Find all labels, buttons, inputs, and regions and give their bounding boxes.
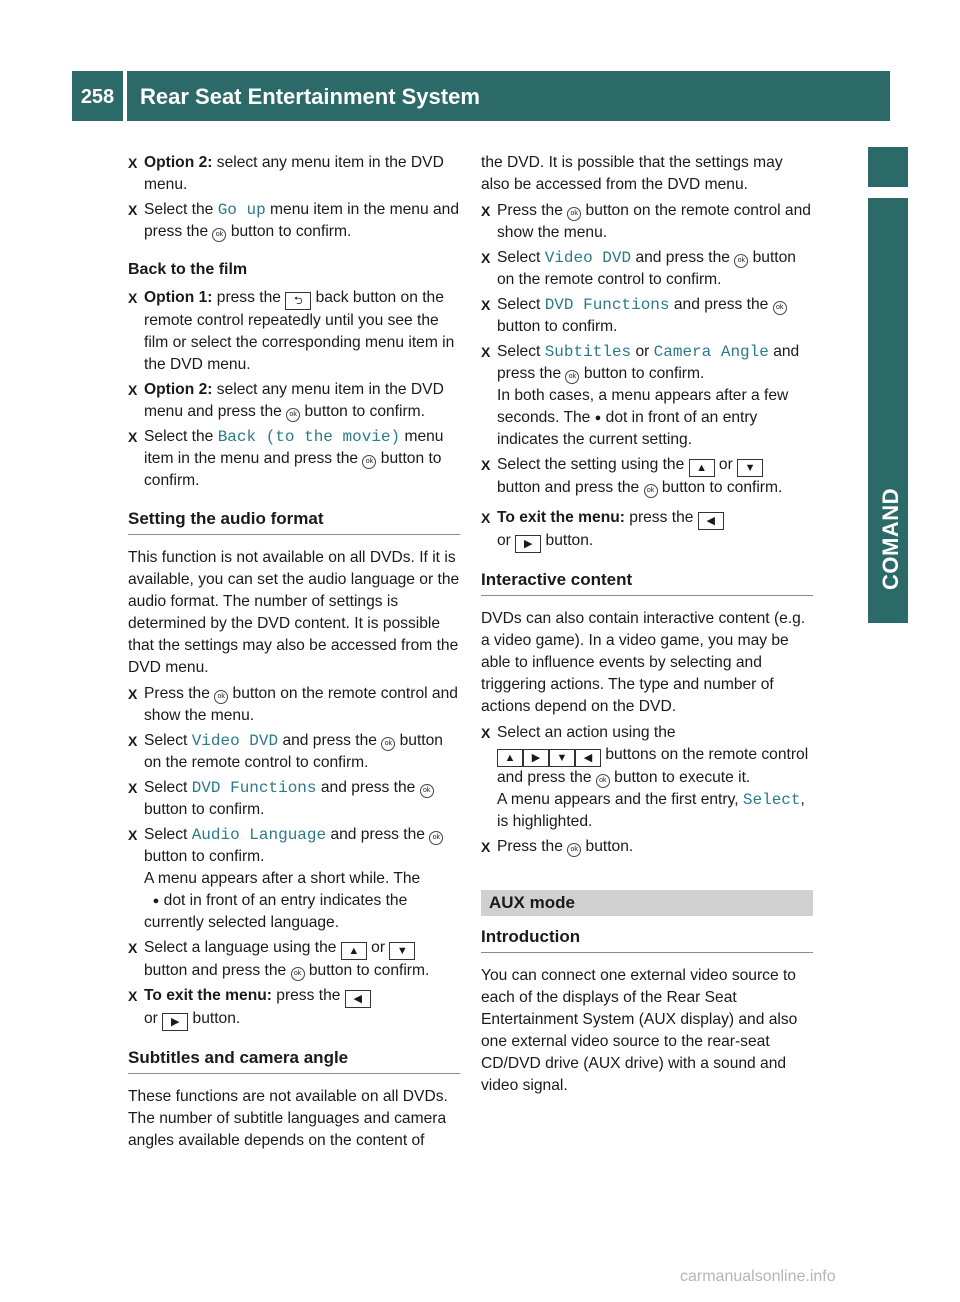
aux-mode-banner: AUX mode bbox=[481, 890, 813, 916]
menu-item-audio-language: Audio Language bbox=[191, 826, 327, 844]
dot-icon: ● bbox=[152, 895, 160, 907]
up-button-icon: ▲ bbox=[689, 459, 715, 477]
step-marker-icon: X bbox=[481, 457, 491, 473]
step-select-setting: X Select the setting using the ▲ or ▼ button and press the ok button to confirm. bbox=[481, 456, 783, 496]
heading-audio-format: Setting the audio format bbox=[128, 508, 460, 535]
menu-item-back: Back (to the movie) bbox=[217, 428, 401, 446]
left-button-icon: ◀ bbox=[698, 512, 724, 530]
step-select-video-dvd-right: X Select Video DVD and press the ok button on the remote control to confirm. bbox=[481, 249, 796, 288]
heading-subtitles: Subtitles and camera angle bbox=[128, 1047, 460, 1074]
down-button-icon: ▼ bbox=[389, 942, 415, 960]
ok-button-icon: ok bbox=[734, 254, 748, 268]
subheading-back-to-film: Back to the film bbox=[128, 261, 248, 278]
header-divider bbox=[123, 71, 127, 121]
step-marker-icon: X bbox=[128, 780, 138, 796]
heading-interactive: Interactive content bbox=[481, 569, 813, 596]
up-button-icon: ▲ bbox=[341, 942, 367, 960]
step-select-action: X Select an action using the ▲ ▶ ▼ ◀ buttons on the remote control and press the ok button to execute it. A menu appears and the first entry, Select, is highlighted. bbox=[481, 724, 809, 830]
page-title: Rear Seat Entertainment System bbox=[140, 84, 480, 109]
step-marker-icon: X bbox=[481, 250, 491, 266]
ok-button-icon: ok bbox=[214, 690, 228, 704]
step-exit-menu: X To exit the menu: press the ◀ or ▶ button. bbox=[128, 985, 460, 1031]
ok-button-icon: ok bbox=[567, 843, 581, 857]
dot-icon: ● bbox=[594, 412, 602, 424]
right-button-icon: ▶ bbox=[162, 1013, 188, 1031]
step-marker-icon: X bbox=[128, 202, 138, 218]
right-column bbox=[481, 152, 813, 1097]
step-marker-icon: X bbox=[128, 827, 138, 843]
step-marker-icon: X bbox=[481, 344, 491, 360]
menu-item-camera-angle: Camera Angle bbox=[653, 343, 769, 361]
left-button-icon: ◀ bbox=[575, 749, 601, 767]
right-button-icon: ▶ bbox=[515, 535, 541, 553]
page-number: 258 bbox=[80, 86, 115, 108]
ok-button-icon: ok bbox=[773, 301, 787, 315]
side-tab-marker bbox=[868, 147, 908, 187]
step-marker-icon: X bbox=[128, 940, 138, 956]
step-marker-icon: X bbox=[128, 988, 138, 1004]
step-select-subtitles: X Select Subtitles or Camera Angle and press the ok button to confirm. In both cases, a menu appears after a few seconds. The ● dot in front of an entry indicates the current setting. bbox=[481, 343, 800, 448]
step-back-option1: X Option 1: press the ⮌ back button on the remote control repeatedly until you see the film or select the corresponding menu item in the DVD menu. bbox=[128, 289, 455, 373]
ok-button-icon: ok bbox=[596, 774, 610, 788]
menu-item-video-dvd: Video DVD bbox=[544, 249, 632, 267]
interactive-intro: DVDs can also contain interactive content (e.g. a video game). In a video game, you may be able to influence events by selecting and triggering actions. The type and number of actions depend on the DVD. bbox=[481, 610, 806, 715]
step-back-option2: X Option 2: select any menu item in the DVD menu and press the ok button to confirm. bbox=[128, 381, 444, 420]
down-button-icon: ▼ bbox=[737, 459, 763, 477]
step-marker-icon: X bbox=[128, 686, 138, 702]
menu-item-video-dvd: Video DVD bbox=[191, 732, 279, 750]
step-marker-icon: X bbox=[481, 297, 491, 313]
audio-intro: This function is not available on all DVDs. If it is available, you can set the audio language or the audio format. The number of settings is determined by the DVD content. It is possible that the settings may also be accessed from the DVD menu. bbox=[128, 549, 460, 676]
ok-button-icon: ok bbox=[420, 784, 434, 798]
menu-item-go-up: Go up bbox=[217, 201, 266, 219]
step-select-audio-language: X Select Audio Language and press the ok button to confirm. A menu appears after a short while. The ● dot in front of an entry indicates the currently selected language. bbox=[128, 824, 460, 934]
ok-button-icon: ok bbox=[381, 737, 395, 751]
ok-button-icon: ok bbox=[565, 370, 579, 384]
menu-item-dvd-functions: DVD Functions bbox=[544, 296, 670, 314]
page-header bbox=[72, 71, 890, 121]
step-marker-icon: X bbox=[481, 203, 491, 219]
step-press-ok-right: X Press the ok button on the remote control and show the menu. bbox=[481, 202, 811, 241]
heading-introduction: Introduction bbox=[481, 926, 813, 953]
menu-item-dvd-functions: DVD Functions bbox=[191, 779, 317, 797]
step-press-button: X Press the ok button. bbox=[481, 836, 813, 858]
watermark: carmanualsonline.info bbox=[680, 1268, 836, 1285]
step-select-go-up: X Select the Go up menu item in the menu and press the ok button to confirm. bbox=[128, 201, 460, 240]
step-press-ok: X Press the ok button on the remote control and show the menu. bbox=[128, 685, 458, 724]
ok-button-icon: ok bbox=[362, 455, 376, 469]
step-select-back: X Select the Back (to the movie) menu item in the menu and press the ok button to confirm. bbox=[128, 428, 444, 489]
step-marker-icon: X bbox=[128, 290, 138, 306]
step-option2: X Option 2: select any menu item in the DVD menu. bbox=[128, 154, 444, 193]
step-marker-icon: X bbox=[481, 725, 491, 741]
introduction-text: You can connect one external video source to each of the displays of the Rear Seat Entertainment System (AUX display) and also one external video source to the rear-seat CD/DVD drive (AUX drive) with a sound and video signal. bbox=[481, 967, 798, 1094]
left-button-icon: ◀ bbox=[345, 990, 371, 1008]
back-button-icon: ⮌ bbox=[285, 292, 311, 310]
step-select-dvd-functions-right: X Select DVD Functions and press the ok button to confirm. bbox=[481, 294, 813, 338]
menu-item-select: Select bbox=[742, 791, 801, 809]
step-marker-icon: X bbox=[481, 510, 491, 526]
step-select-dvd-functions: X Select DVD Functions and press the ok button to confirm. bbox=[128, 777, 460, 821]
left-column bbox=[128, 152, 460, 1152]
step-marker-icon: X bbox=[128, 429, 138, 445]
ok-button-icon: ok bbox=[567, 207, 581, 221]
step-marker-icon: X bbox=[128, 382, 138, 398]
up-button-icon: ▲ bbox=[497, 749, 523, 767]
ok-button-icon: ok bbox=[291, 967, 305, 981]
ok-button-icon: ok bbox=[212, 228, 226, 242]
menu-item-subtitles: Subtitles bbox=[544, 343, 632, 361]
subtitles-intro: These functions are not available on all DVDs. The number of subtitle languages and camera angles available depends on the content of bbox=[128, 1088, 448, 1149]
ok-button-icon: ok bbox=[644, 484, 658, 498]
step-select-language: X Select a language using the ▲ or ▼ button and press the ok button to confirm. bbox=[128, 939, 430, 979]
ok-button-icon: ok bbox=[429, 831, 443, 845]
step-exit-menu-right: X To exit the menu: press the ◀ or ▶ button. bbox=[481, 507, 813, 553]
down-button-icon: ▼ bbox=[549, 749, 575, 767]
subtitles-intro-cont: the DVD. It is possible that the settings may also be accessed from the DVD menu. bbox=[481, 154, 783, 193]
step-select-video-dvd: X Select Video DVD and press the ok button on the remote control to confirm. bbox=[128, 732, 443, 771]
side-tab-label: COMAND bbox=[878, 488, 903, 590]
ok-button-icon: ok bbox=[286, 408, 300, 422]
step-marker-icon: X bbox=[128, 155, 138, 171]
step-marker-icon: X bbox=[481, 839, 491, 855]
right-button-icon: ▶ bbox=[523, 749, 549, 767]
step-marker-icon: X bbox=[128, 733, 138, 749]
